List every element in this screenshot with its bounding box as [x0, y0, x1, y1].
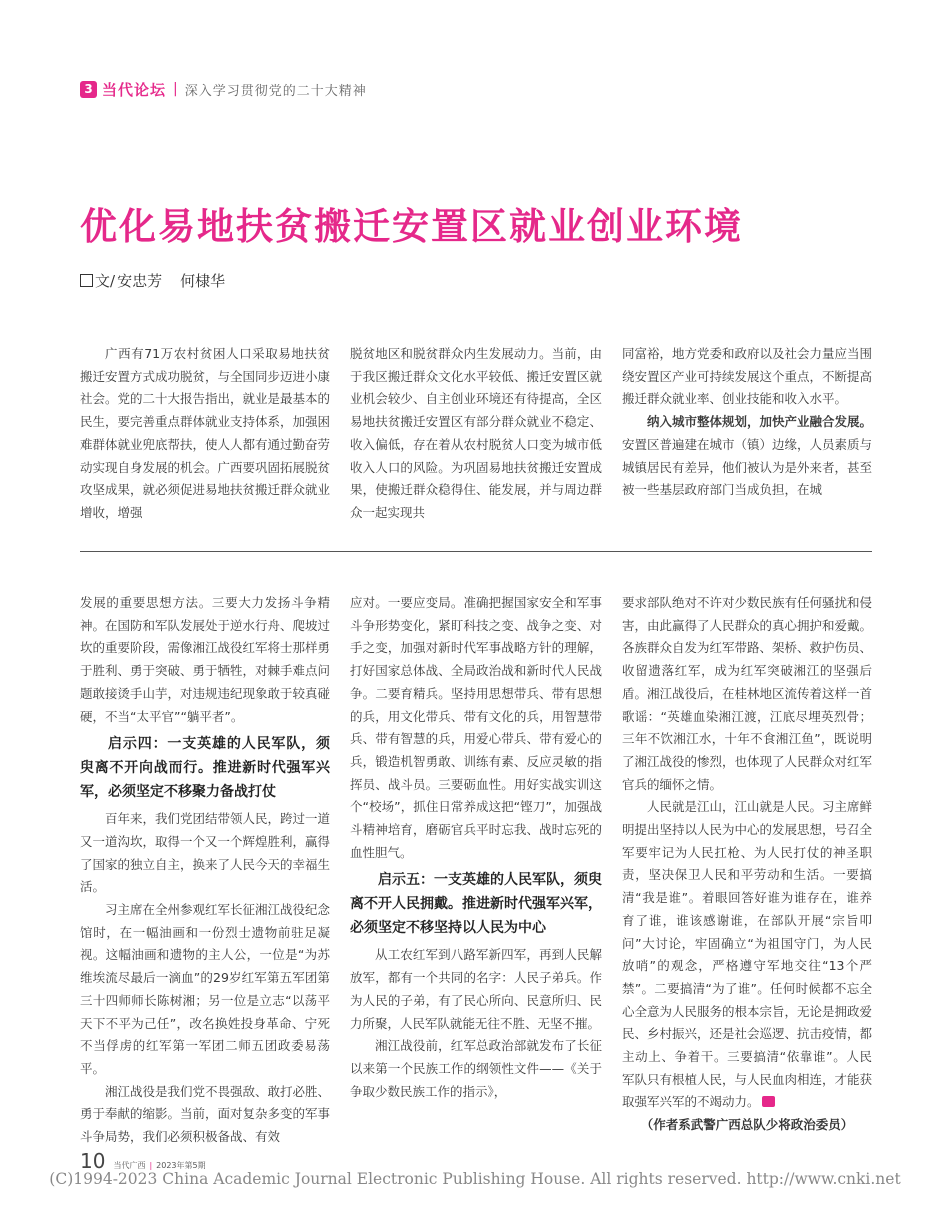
page-number: 10: [80, 1149, 106, 1173]
section-heading: 启示五：一支英雄的人民军队，须臾离不开人民拥戴。推进新时代强军兴军，必须坚定不移坚持以人民为中心: [350, 872, 602, 937]
subheading-inline: 纳入城市整体规划，加快产业融合发展。: [647, 414, 873, 430]
page-header: [80, 77, 367, 101]
magazine-logo-icon: 3: [80, 81, 97, 98]
paragraph: [622, 411, 872, 502]
paragraph-text: 安置区普遍建在城市（镇）边缘，人员素质与城镇居民有差异，他们被认为是外来者，甚至被一些基层政府部门当成负担，在城: [622, 436, 873, 498]
paragraph: 要求部队绝对不许对少数民族有任何骚扰和侵害，由此赢得了人民群众的真心拥护和爱戴。各族群众自发为红军带路、架桥、救护伤员、收留遗落红军，成为红军突破湘江的坚强后盾。湘江战役后，在桂林地区流传着这样一首歌谣：“英雄血染湘江渡，江底尽埋英烈骨；三年不饮湘江水，十年不食湘江鱼”，既说明了湘江战役的惨烈，也体现了人民群众对红军官兵的缅怀之情。: [622, 595, 873, 792]
magazine-name: 当代广西: [113, 1161, 146, 1170]
end-mark-icon: [762, 1096, 775, 1107]
paragraph: 百年来，我们党团结带领人民，跨过一道又一道沟坎，取得一个又一个辉煌胜利，赢得了国家的独立自主，换来了人民今天的幸福生活。: [80, 811, 331, 895]
paragraph: 发展的重要思想方法。三要大力发扬斗争精神。在国防和军队发展处于逆水行舟、爬坡过坎的重要阶段，需像湘江战役红军将士那样勇于胜利、勇于突破、勇于牺牲，对棘手难点问题敢接烫手山芋，对违规违纪现象敢于较真碰硬，不当“太平官”“躺平者”。: [80, 595, 331, 724]
paragraph: 从工农红军到八路军新四军，再到人民解放军，都有一个共同的名字：人民子弟兵。作为人民的子弟，有了民心所向、民意所归、民力所聚，人民军队就能无往不胜、无坚不摧。: [350, 947, 602, 1031]
byline: [80, 270, 225, 291]
section-title: 深入学习贯彻党的二十大精神: [184, 83, 367, 99]
section-divider: [80, 551, 872, 552]
bottom-column-2: [350, 592, 602, 1103]
section-heading: 启示四：一支英雄的人民军队，须臾离不开向战而行。推进新时代强军兴军，必须坚定不移聚力备战打仗: [80, 736, 330, 801]
copyright-notice: (C)1994-2023 China Academic Journal Electronic Publishing House. All rights reserved. http://www.cnki.net: [49, 1170, 901, 1188]
column-brand: 当代论坛: [102, 80, 167, 99]
bottom-column-1: [80, 592, 330, 1149]
paragraph: 同富裕，地方党委和政府以及社会力量应当围绕安置区产业可持续发展这个重点，不断提高搬迁群众就业率、创业技能和收入水平。: [622, 346, 873, 407]
author-name: 安忠芳: [117, 272, 163, 290]
author-note: （作者系武警广西总队少将政治委员）: [640, 1117, 854, 1133]
top-column-3: [622, 343, 872, 502]
top-column-1: [80, 343, 330, 525]
paragraph: 湘江战役前，红军总政治部就发布了长征以来第一个民族工作的纲领性文件——《关于争取少数民族工作的指示》，: [350, 1038, 602, 1099]
paragraph-text: 人民就是江山，江山就是人民。习主席鲜明提出坚持以人民为中心的发展思想，号召全军要牢记为人民扛枪、为人民打仗的神圣职责，坚决保卫人民和平劳动和生活。一要搞清“我是谁”。着眼回答好谁为谁存在，谁养育了谁，谁该感谢谁，在部队开展“宗旨叩问”大讨论，牢固确立“为祖国守门，为人民放哨”的观念，严格遵守军地交往“13个严禁”。二要搞清“为了谁”。任何时候都不忘全心全意为人民服务的根本宗旨，无论是拥政爱民、乡村振兴，还是社会巡逻、抗击疫情，都主动上、争着干。三要搞清“依靠谁”。人民军队只有根植人民，与人民血肉相连，才能获取强军兴军的不竭动力。: [622, 799, 873, 1110]
paragraph: 应对。一要应变局。准确把握国家安全和军事斗争形势变化，紧盯科技之变、战争之变、对手之变，加强对新时代军事战略方针的理解，打好国家总体战、全局政治战和新时代人民战争。二要育精兵。坚持用思想带兵、带有思想的兵，用文化带兵、带有文化的兵，用智慧带兵、带有智慧的兵，用爱心带兵、带有爱心的兵，锻造机智勇敢、训练有素、反应灵敏的指挥员、战斗员。三要砺血性。用好实战实训这个“校场”，抓住日常养成这把“铿刀”，加强战斗精神培育，磨砺官兵平时忘我、战时忘死的血性胆气。: [350, 595, 602, 860]
byline-box-icon: [80, 274, 93, 287]
top-column-2: [350, 343, 602, 525]
paragraph: [622, 796, 872, 1114]
paragraph: 习主席在全州参观红军长征湘江战役纪念馆时，在一幅油画和一份烈士遗物前驻足凝视。这幅油画和遗物的主人公，一位是“为苏维埃流尽最后一滴血”的29岁红军第五军团第三十四师师长陈树湘；另一位是立志“以荡平天下不平为己任”，改名换姓投身革命、宁死不当俘虏的红军第一军团二师五团政委易荡平。: [80, 902, 331, 1076]
bottom-column-3: [622, 592, 872, 1137]
article-title: 优化易地扶贫搬迁安置区就业创业环境: [80, 205, 743, 248]
issue-number: 2023年第5期: [156, 1161, 206, 1170]
paragraph: 广西有71万农村贫困人口采取易地扶贫搬迁安置方式成功脱贫，与全国同步迈进小康社会。党的二十大报告指出，就业是最基本的民生，要完善重点群体就业支持体系，加强困难群体就业兜底帮扶，使人人都有通过勤奋劳动实现自身发展的机会。广西要巩固拓展脱贫攻坚成果，就必须促进易地扶贫搬迁群众就业增收，增强: [80, 346, 331, 520]
byline-label: 文/: [95, 272, 116, 290]
paragraph: 湘江战役是我们党不畏强敌、敢打必胜、勇于奉献的缩影。当前，面对复杂多变的军事斗争局势，我们必须积极备战、有效: [80, 1083, 331, 1145]
author-name: 何棣华: [180, 272, 226, 290]
footer-separator: |: [149, 1161, 153, 1170]
header-separator: |: [173, 81, 178, 97]
paragraph: 脱贫地区和脱贫群众内生发展动力。当前，由于我区搬迁群众文化水平较低、搬迁安置区就业机会较少、自主创业环境还有待提高，全区易地扶贫搬迁安置区有部分群众就业不稳定、收入偏低，存在着从农村脱贫人口变为城市低收入人口的风险。为巩固易地扶贫搬迁安置成果，使搬迁群众稳得住、能发展，并与周边群众一起实现共: [350, 346, 602, 520]
